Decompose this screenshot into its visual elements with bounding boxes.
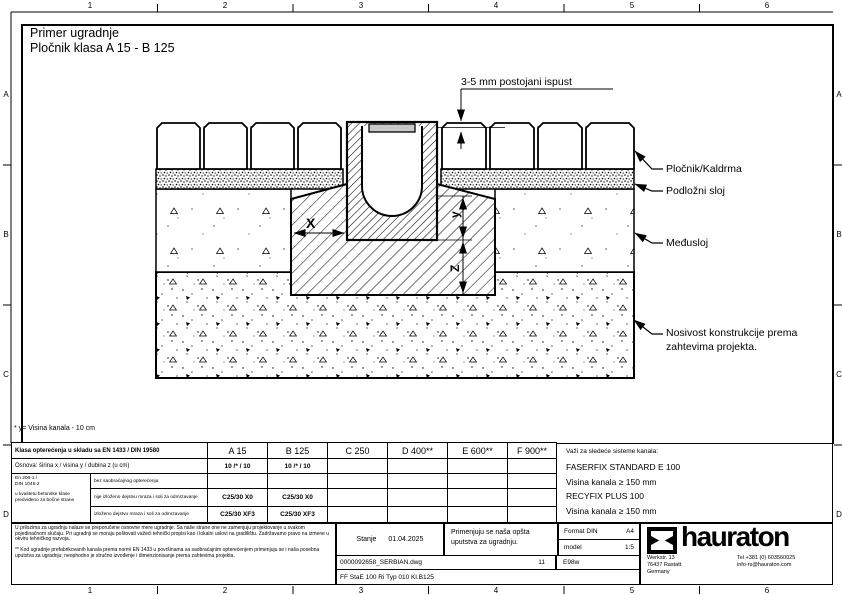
table-cell (508, 474, 556, 488)
address-line1: Werkstr. 13 (647, 555, 675, 561)
table-cell: C25/30 X0 (208, 489, 267, 506)
margin-col-label: 1 (87, 586, 93, 595)
paver (204, 123, 247, 169)
dim-x-label: X (306, 215, 316, 231)
margin-col-label: 6 (764, 586, 770, 595)
table-cell: C25/30 XF3 (268, 507, 327, 522)
norm-line3: u kvalitetu betonske klase (15, 492, 70, 498)
intermediate-layer-left (156, 189, 291, 272)
paver (538, 123, 582, 169)
bedding-layer-right (441, 169, 634, 189)
table-cell: 10 /* / 10 (208, 459, 267, 473)
system-item: FASERFIX STANDARD E 100 (566, 462, 681, 472)
table-cell (328, 474, 387, 488)
table-cell (388, 474, 447, 488)
table-cell (388, 507, 447, 522)
norm-line1: En 206-1 / (15, 476, 38, 481)
systems-title: Važi za sledeće sisteme kanala: (566, 448, 659, 455)
brand-name: hauraton (681, 521, 789, 552)
bedding-layer-left (156, 169, 343, 189)
dims-row-label: Osnova: širina x / visina y / dubina z (u cm) (12, 459, 207, 473)
company-block (640, 523, 833, 585)
footnote-y: * y= Visina kanala - 10 cm (14, 425, 95, 432)
title-line-1: Primer ugradnje (30, 26, 119, 40)
col-header-d400: D 400** (388, 443, 447, 458)
table-cell (328, 459, 387, 473)
load-class-table (11, 442, 557, 523)
paver (157, 123, 200, 169)
margin-row-label: C (836, 370, 842, 379)
table-header-label: Klasa opterećenja u skladu sa EN 1433 / DIN 19580 (12, 443, 207, 458)
scale-label: model (564, 544, 582, 551)
phone: Tel +381 (0) 603560025 (737, 555, 796, 561)
table-cell (328, 489, 387, 506)
company-contact (737, 555, 795, 569)
norm-line2: DIN 1045-2 (15, 481, 40, 487)
dim-y-label: y (448, 211, 462, 218)
margin-row-label: A (836, 90, 842, 99)
margin-row-label: B (3, 230, 9, 239)
scale-value: 1:5 (624, 544, 634, 551)
table-cell (448, 507, 507, 522)
margin-col-label: 5 (629, 586, 635, 595)
table-cell (448, 489, 507, 506)
address-line2: 76437 Rastatt (647, 561, 682, 568)
system-item: RECYFIX PLUS 100 (566, 491, 644, 501)
grate (369, 124, 415, 132)
margin-col-label: 3 (358, 1, 364, 10)
paver (586, 123, 634, 169)
table-cell (448, 459, 507, 473)
sheet-number: 11 (538, 559, 545, 566)
scale-box (558, 539, 640, 556)
concrete-row-label: bez saobraćajnog opterećenja (91, 474, 207, 488)
paver (442, 123, 486, 169)
dwg-filename: 0000092658_SERBIAN.dwg (340, 559, 423, 566)
drawing-code: E98w (563, 559, 580, 566)
label-podlozni-sloj: Podložni sloj (666, 185, 725, 197)
title-line-2: Pločnik klasa A 15 - B 125 (30, 41, 175, 55)
paver (490, 123, 534, 169)
margin-col-label: 5 (629, 1, 635, 10)
instructions-line1: Primenjuju se naša opšta (451, 529, 530, 536)
intermediate-layer-right (495, 189, 634, 272)
norm-line4: predviđeno za bočne strane (15, 497, 75, 503)
margin-col-label: 2 (222, 1, 228, 10)
table-cell: C25/30 XF3 (208, 507, 267, 522)
table-cell (388, 459, 447, 473)
col-header-f900: F 900** (508, 443, 556, 458)
format-box (558, 523, 640, 540)
type-designation: FF StaE 100 Ri Typ 010 Kl.B125 (340, 573, 434, 581)
label-plocnik: Pločnik/Kaldrma (666, 163, 742, 175)
table-cell: 10 /* / 10 (268, 459, 327, 473)
margin-row-label: D (836, 510, 842, 519)
label-nosivost (666, 326, 797, 354)
table-cell (208, 474, 267, 488)
email: info-rs@hauraton.com (737, 561, 792, 568)
concrete-norm-cell (12, 474, 90, 522)
label-medjusloj: Međusloj (666, 237, 709, 249)
margin-col-label: 4 (493, 1, 499, 10)
col-header-a15: A 15 (208, 443, 267, 458)
status-date: 01.04.2025 (388, 536, 424, 543)
margin-col-label: 6 (764, 1, 770, 10)
instructions-box (444, 523, 558, 556)
paver (251, 123, 294, 169)
status-box (336, 523, 444, 556)
margin-row-label: D (3, 510, 9, 519)
margin-row-label: C (3, 370, 9, 379)
table-cell (388, 489, 447, 506)
margin-col-label: 2 (222, 586, 228, 595)
margin-col-label: 3 (358, 586, 364, 595)
dim-z-label: Z (448, 264, 462, 272)
code-box (556, 555, 640, 570)
format-value: A4 (626, 528, 634, 535)
gap-annotation: 3-5 mm postojani ispust (461, 76, 572, 88)
company-address (647, 555, 681, 575)
notes-paragraph-1: U prilozima za ugradnju nalaze se preporučene osnovne mere ugradnje. Sa naše strane one ne zamenjuju projektovanje u svakom pojedinačnom slučaju. Pri ugradnji se moraju poštovati važeći tehnički propisi kao i lokalni uslovi na gradilištu. Zadržavamo pravo na izmene u okviru tehničkog razvoja. (15, 525, 330, 543)
table-cell (448, 474, 507, 488)
channel-cavity (362, 126, 422, 216)
margin-row-label: B (836, 230, 842, 239)
hauraton-logo-icon (647, 527, 679, 555)
label-nosivost-line2: zahtevima projekta. (666, 341, 758, 353)
leader-lines (634, 151, 663, 334)
type-row (336, 569, 640, 585)
col-header-e600: E 600** (448, 443, 507, 458)
table-cell: C25/30 X0 (268, 489, 327, 506)
col-header-b125: B 125 (268, 443, 327, 458)
valid-systems-box (556, 443, 833, 523)
table-cell (508, 459, 556, 473)
instructions-line2: uputstva za ugradnju. (451, 539, 518, 546)
paver (298, 123, 341, 169)
status-label: Stanje (356, 536, 377, 543)
drawing-title (30, 26, 175, 56)
table-cell (268, 474, 327, 488)
col-header-c250: C 250 (328, 443, 387, 458)
margin-row-label: A (3, 90, 9, 99)
cross-section (156, 122, 634, 378)
table-cell (328, 507, 387, 522)
concrete-row-label: izloženo dejstvu mraza i soli za odmrzavanje (91, 507, 207, 522)
address-line3: Germany (647, 568, 670, 575)
notes-paragraph-2: ** Kod ugradnje prefabrikovanih kanala prema normi EN 1433 u površinama sa saobraćajnim opterećenjem primenjuju se i naša posebna uputstva za ugradnju; neophodno je stručno izvođenje i dimenzionisanje prema zahtevima projekta. (15, 547, 320, 559)
table-cell (508, 489, 556, 506)
label-nosivost-line1: Nosivost konstrukcije prema (666, 327, 798, 339)
system-item: Visina kanala ≥ 150 mm (566, 476, 657, 487)
fine-print-notes (11, 523, 336, 585)
format-label: Format DIN (564, 528, 598, 535)
drawing-file-row (336, 555, 556, 570)
concrete-row-label: nije izloženo dejstvu mraza i soli za odmrzavanje (91, 489, 207, 506)
margin-col-label: 4 (493, 586, 499, 595)
system-item: Visina kanala ≥ 150 mm (566, 505, 657, 516)
margin-col-label: 1 (87, 1, 93, 10)
pavers-left (157, 123, 341, 169)
table-cell (508, 507, 556, 522)
